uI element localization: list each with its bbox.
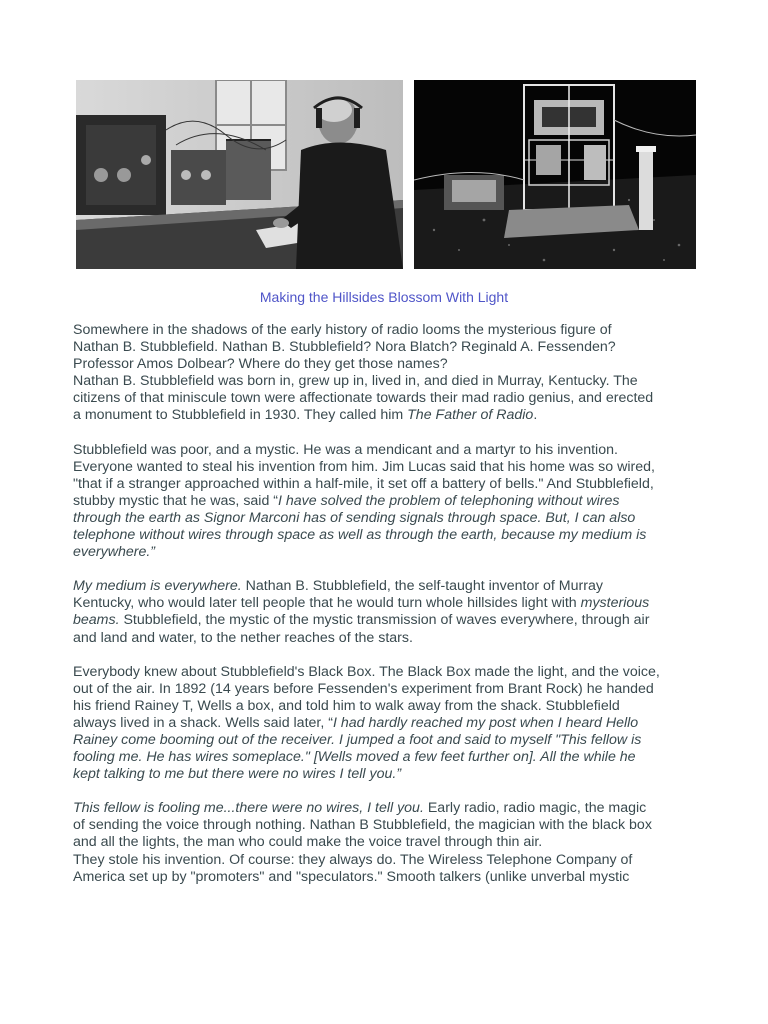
p5-text: always lived in a shack. Wells said later, “ — [73, 714, 333, 731]
p5-quote-6: fooling me. He has wires someplace." [Wells moved a few feet further on]. All the while he — [73, 749, 636, 766]
p4-text-3: Stubblefield, the mystic of the mystic transmission of waves everywhere, through air — [119, 612, 650, 629]
paragraph-6-line-4: They stole his invention. Of course: they always do. The Wireless Telephone Company of — [73, 851, 633, 868]
p4-italic-1: My medium is everywhere. — [73, 578, 242, 595]
paragraph-3-line-1: Stubblefield was poor, and a mystic. He was a mendicant and a martyr to his invention. — [73, 441, 618, 458]
p4-text-2: Kentucky, who would later tell people that he would turn whole hillsides light with — [73, 595, 581, 612]
paragraph-4-line-2 — [73, 595, 713, 612]
photo-left-illustration — [76, 80, 403, 269]
photo-caption: Making the Hillsides Blossom With Light — [259, 289, 509, 305]
p2-period: . — [533, 407, 538, 424]
paragraph-5-line-4 — [73, 715, 713, 732]
paragraph-3-line-3: "that if a stranger approached within a half-mile, it set off a battery of bells." And Stubblefield, — [73, 475, 654, 492]
paragraph-1-line-1: Somewhere in the shadows of the early history of radio looms the mysterious figure of — [73, 322, 612, 338]
paragraph-4-line-3 — [73, 612, 713, 629]
photo-stubblefield-at-radio — [76, 80, 403, 269]
paragraph-4-line-1 — [73, 578, 713, 595]
p4-italic-3: beams. — [73, 612, 120, 629]
p4-italic-2: mysterious — [580, 595, 650, 612]
paragraph-3-line-5 — [73, 510, 713, 527]
paragraph-6-line-5: America set up by "promoters" and "speculators." Smooth talkers (unlike unverbal mystic — [73, 868, 630, 885]
p6-text-1: Early radio, radio magic, the magic — [423, 800, 647, 817]
article-body — [73, 322, 713, 886]
paragraph-6-line-1 — [73, 800, 713, 817]
paragraph-2-line-1: Nathan B. Stubblefield was born in, grew up in, lived in, and died in Murray, Kentucky. The — [73, 373, 638, 390]
paragraph-3-line-7 — [73, 544, 713, 561]
paragraph-5-line-2: out of the air. In 1892 (14 years before Fessenden's experiment from Brant Rock) he handed — [73, 680, 654, 697]
p3-quote-start: I have solved the problem of telephoning without wires — [278, 492, 620, 509]
p4-text-1: Nathan B. Stubblefield, the self-taught inventor of Murray — [241, 578, 603, 595]
paragraph-1-line-2: Nathan B. Stubblefield. Nathan B. Stubblefield? Nora Blatch? Reginald A. Fessenden? — [73, 339, 616, 356]
paragraph-5-line-1: Everybody knew about Stubblefield's Black Box. The Black Box made the light, and the voice, — [73, 663, 660, 680]
paragraph-5-line-5 — [73, 732, 713, 749]
paragraph-3-line-6 — [73, 527, 713, 544]
p5-quote-start: I had hardly reached my post when I heard Hello — [332, 714, 639, 731]
paragraph-5-line-7 — [73, 766, 713, 783]
p3-quote-5: through the earth as Signor Marconi has of sending signals through space. But, I can also — [73, 509, 636, 526]
paragraph-3-line-2: Everyone wanted to steal his invention from him. Jim Lucas said that his home was so wired, — [73, 458, 655, 475]
p3-quote-7: everywhere.” — [73, 544, 156, 561]
p2-italic: The Father of Radio — [407, 407, 534, 424]
paragraph-2-line-2: citizens of that miniscule town were affectionate towards their mad radio genius, and erected — [73, 390, 654, 407]
p3-text: stubby mystic that he was, said “ — [73, 492, 279, 509]
paragraph-5-line-6 — [73, 749, 713, 766]
p5-quote-7: kept talking to me but there were no wires I tell you.” — [73, 766, 402, 783]
paragraph-6-line-3: and all the lights, the man who could make the voice travel through thin air. — [73, 834, 543, 851]
photo-radio-apparatus — [414, 80, 696, 269]
photo-right-illustration — [414, 80, 696, 269]
p6-italic: This fellow is fooling me...there were no wires, I tell you. — [73, 800, 424, 817]
paragraph-6-line-2: of sending the voice through nothing. Nathan B Stubblefield, the magician with the black box — [73, 817, 652, 834]
p5-quote-5: Rainey come booming out of the receiver. I jumped a foot and said to myself "This fellow is — [73, 731, 642, 748]
p2-text: a monument to Stubblefield in 1930. They called him — [73, 407, 408, 424]
paragraph-4-line-4: and land and water, to the nether reaches of the stars. — [73, 629, 413, 646]
paragraph-1-line-3: Professor Amos Dolbear? Where do they get those names? — [73, 356, 448, 373]
paragraph-5-line-3: his friend Rainey T, Wells a box, and told him to walk away from the shack. Stubblefield — [73, 697, 620, 714]
paragraph-2-line-3 — [73, 407, 713, 424]
paragraph-3-line-4 — [73, 493, 713, 510]
p3-quote-6: telephone without wires through space as well as through the earth, because my medium is — [73, 527, 647, 544]
